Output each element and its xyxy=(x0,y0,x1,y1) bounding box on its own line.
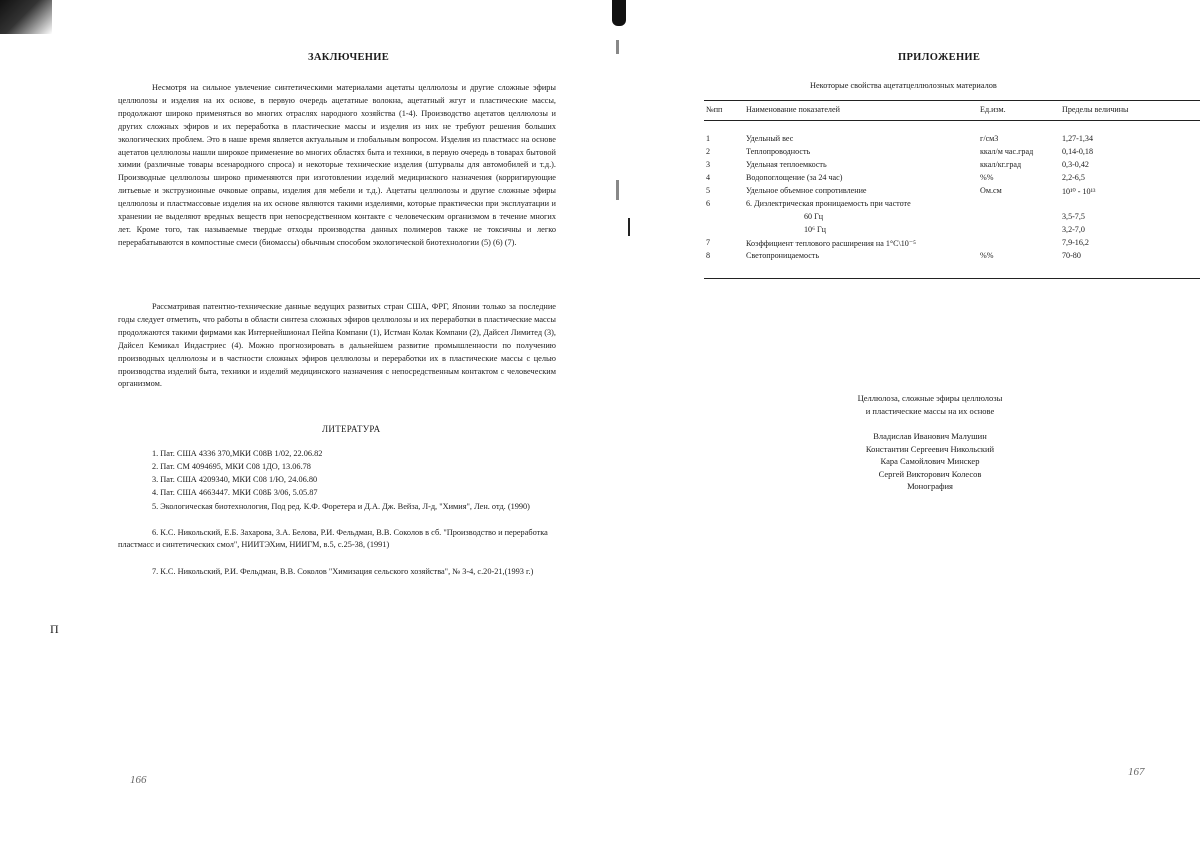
column-header: №пп xyxy=(706,105,723,114)
table-cell: 1 xyxy=(706,133,711,143)
author-name: Константин Сергеевич Никольский xyxy=(865,443,995,454)
properties-table xyxy=(704,100,1200,279)
table-cell: 60 Гц xyxy=(804,211,824,221)
margin-mark: П xyxy=(50,622,59,636)
table-cell: 4 xyxy=(706,172,711,182)
table-row xyxy=(704,134,1200,147)
table-cell: 7,9-16,2 xyxy=(1062,237,1089,247)
table-row xyxy=(704,173,1200,186)
table-cell: 2,2-6,5 xyxy=(1062,172,1085,182)
table-cell: 7 xyxy=(706,237,711,247)
table-row xyxy=(704,251,1200,264)
reference-item: 6. К.С. Никольский, Е.Б. Захарова, З.А. Белова, Р.И. Фельдман, В.В. Соколов в сб. "Производство и переработка пластмасс и синтетических смол", НИИТЭХим, НИИГМ, в.5, с.25-38, (1991) xyxy=(118,528,548,550)
table-cell: Ом.см xyxy=(980,185,1002,195)
author-name: Кара Самойлович Минскер xyxy=(880,456,980,466)
table-cell: 3,2-7,0 xyxy=(1062,224,1085,234)
table-cell xyxy=(978,199,1060,212)
page-number-left: 166 xyxy=(130,774,147,786)
conclusion-paragraph-2: Рассматривая патентно-технические данные ведущих развитых стран США, ФРГ, Японии только за последние годы следует отметить, что работы в области синтеза сложных эфиров целлюлозы и их переработки в пластические массы продолжаются такими фирмами как Интернейшионал Пейпа Компани (1), Истман Колак Компани (2), Дайсел Лимитед (3), Дайсел Кемикал Индастриес (4). Можно прогнозировать в дальнейшем развитие промышленности по получению производных целлюлозы и в частности сложных эфиров целлюлозы и переработки их в пластические массы с целью производства изделий быта, техники и изделий медицинского назначения с непосредственным контактом с человеческим организмом. xyxy=(118,302,556,389)
column-header: Ед.изм. xyxy=(980,105,1006,114)
table-cell xyxy=(704,225,744,238)
book-title-line: и пластические массы на их основе xyxy=(865,405,995,416)
table-cell: 3,5-7,5 xyxy=(1062,211,1085,221)
table-row xyxy=(704,225,1200,238)
table-cell: 1,27-1,34 xyxy=(1062,133,1094,143)
table-cell: %% xyxy=(980,172,994,182)
table-cell: Водопоглощение (за 24 час) xyxy=(746,172,843,182)
conclusion-paragraph-1: Несмотря на сильное увлечение синтетическими материалами ацетаты целлюлозы и другие сложные эфиры целлюлозы и изделия на их основе, в первую очередь ацетатные волокна, ацетатный жгут и пластические массы, продолжают широко применяться во многих отраслях народного хозяйства (1-4). Производство ацетатов целлюлозы и других сложных эфиров и их переработка в пластические массы и изделия из них не требуют решения больших экологических проблем. Это в наше время является актуальным и глобальным вопросом. Изделия из пластмасс на основе ацетатов целлюлозы нашли широкое применение во многих областях быта и техники, в первую очередь в товарах бытовой химии (различные товары всенародного спроса) и некоторые технические изделия (штурвалы для автомобилей и т.д.). Производные целлюлозы широко применяются при изготовлении изделий медицинского назначения (корригирующие литьевые и экструзионные очковые оправы, изделия для мебели и т.д.). Ацетаты целлюлозы и другие сложные эфиры целлюлозы и пластмассовые изделия на их основе являются такими изделиями, которые практически при эксплуатации и хранении не выделяют вредных веществ при непосредственном контакте с человеческим организмом в течение многих лет. Кроме того, так называемые твердые отходы производства данных полимеров также не токсичны и легко перерабатываются в компостные смеси (биомассы) обычным способом экологической биотехнологии (5) (6) (7). xyxy=(118,83,556,247)
reference-item: 4. Пат. США 4663447. МКИ С08Б 3/06, 5.05.87 xyxy=(152,488,318,497)
author-name: Владислав Иванович Малушин xyxy=(873,431,987,441)
table-cell: Удельная теплоемкость xyxy=(746,159,827,169)
page-number-right: 167 xyxy=(1128,766,1145,778)
table-cell xyxy=(1060,199,1200,212)
table-header-row xyxy=(704,101,1200,121)
reference-item: 1. Пат. США 4336 370,МКИ С08В 1/02, 22.06.82 xyxy=(152,449,323,458)
table-cell: Теплопроводность xyxy=(746,146,811,156)
table-cell: ккал/кг.град xyxy=(980,159,1022,169)
table-row xyxy=(704,160,1200,173)
table-cell: Удельное объемное сопротивление xyxy=(746,185,867,195)
table-cell: 3 xyxy=(706,159,711,169)
table-cell xyxy=(978,212,1060,225)
table-cell: Удельный вес xyxy=(746,133,794,143)
table-cell: Светопроницаемость xyxy=(746,250,820,260)
table-cell xyxy=(704,212,744,225)
column-header: Пределы величины xyxy=(1062,105,1129,114)
reference-item: 3. Пат. США 4209340, МКИ С08 1/Ю, 24.06.80 xyxy=(152,475,318,484)
table-cell: ккал/м час.град xyxy=(980,146,1034,156)
table-cell xyxy=(978,225,1060,238)
table-cell: 70-80 xyxy=(1062,250,1081,260)
table-cell: 10⁶ Гц xyxy=(804,224,826,234)
reference-item: 2. Пат. СМ 4094695, МКИ С08 1ДО, 13.06.78 xyxy=(152,462,311,471)
table-row xyxy=(704,186,1200,199)
appendix-heading: ПРИЛОЖЕНИЕ xyxy=(898,52,981,63)
reference-item: 7. К.С. Никольский, Р.И. Фельдман, В.В. Соколов "Химизация сельского хозяйства", № 3-4, с.20-21,(1993 г.) xyxy=(152,567,534,576)
table-row xyxy=(704,199,1200,212)
table-cell: 6. Диэлектрическая проницаемость при частоте xyxy=(746,198,911,208)
table-cell: 10¹⁰ - 10¹³ xyxy=(1062,186,1096,196)
table-cell: %% xyxy=(980,250,994,260)
reference-item: 5. Экологическая биотехнология, Под ред. К.Ф. Форетера и Д.А. Дж. Вейза, Л-д, "Химия", Лен. отд. (1990) xyxy=(152,502,530,511)
table-cell: Коэффициент теплового расширения на 1°С\10⁻⁵ xyxy=(746,238,916,248)
table-cell: 0,3-0,42 xyxy=(1062,159,1089,169)
column-header: Наименование показателей xyxy=(746,105,840,114)
table-row xyxy=(704,147,1200,160)
right-page xyxy=(600,0,1200,849)
table-row xyxy=(704,238,1200,251)
references-heading: ЛИТЕРАТУРА xyxy=(322,424,381,434)
conclusion-heading: ЗАКЛЮЧЕНИЕ xyxy=(308,52,390,63)
book-kind: Монография xyxy=(907,481,953,491)
book-title-line: Целлюлоза, сложные эфиры целлюлозы xyxy=(857,393,1003,403)
table-cell: 2 xyxy=(706,146,711,156)
table-cell: 6 xyxy=(706,198,711,208)
table-cell: г/см3 xyxy=(980,133,999,143)
table-cell: 0,14-0,18 xyxy=(1062,146,1094,156)
table-cell: 8 xyxy=(706,250,711,260)
table-caption: Некоторые свойства ацетатцеллюлозных материалов xyxy=(810,81,997,90)
book-credits xyxy=(830,392,1030,493)
table-cell: 5 xyxy=(706,185,711,195)
author-name: Сергей Викторович Колесов xyxy=(878,468,982,479)
table-row xyxy=(704,212,1200,225)
